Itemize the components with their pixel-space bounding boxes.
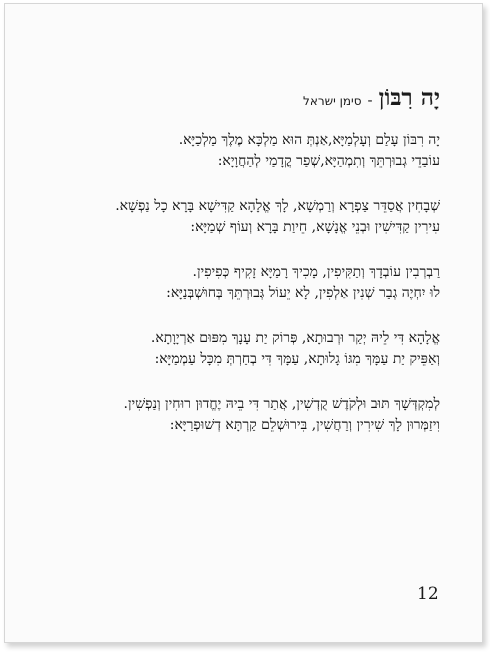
verse-line: וְאַפֵּיק יַת עַמָּךְ מִגּוֹ גָלוּתָא, עַמָּךְ דִּי בְחַרְתְּ מִכָּל עַמְמַיָּא: — [154, 351, 440, 367]
stanza-5 — [33, 394, 440, 436]
page-number: 12 — [417, 584, 439, 604]
verse-line: שְׁבָחִין אֲסַדֵּר צַפְרָא וְרַמְשָׁא, לָךְ אֱלָהָא קַדִּישָׁא בָּרָא כָל נַפְשָׁא. — [115, 198, 440, 214]
verse-line: יָה רִבּוֹן עָלַם וְעָלְמַיָּא,אַנְתְּ הוּא מַלְכָּא מֶלֶךְ מַלְכַיָּא. — [178, 132, 440, 148]
stanza-4 — [33, 328, 440, 370]
verse-line: עוֹבַדֵי גְבוּרְתֵּךְ וְתִמְהַיָּא,שְׁפַר קֳדָמַי לְהַחֲוָיָא: — [217, 153, 440, 169]
title-row — [303, 84, 440, 111]
verse-line: אֱלָהָא דִּי לֵיהּ יְקַר וּרְבוּתָא, פְּרוֹק יַת עָנָךְ מִפּוּם אַרְיָוָתָא. — [150, 330, 440, 346]
verse-line: וִיזַמְּרוּן לָךְ שִׁירִין וְרַחֲשִׁין, בִּירוּשְׁלֵם קַרְתָּא דְשׁוּפְרַיָּא: — [169, 417, 440, 433]
poem-body — [33, 130, 440, 460]
verse-line: לוּ יִחְיֶה גְבַר שְׁנִין אַלְפִין, לָא יֵעוֹל גְּבוּרְתֵּךְ בְּחוּשְׁבְּנַיָּא: — [166, 285, 440, 301]
title-separator: - — [367, 91, 373, 109]
stanza-3 — [33, 262, 440, 304]
song-title: יָה רִבּוֹן — [378, 84, 440, 111]
verse-line: רַבְרְבִין עוֹבְדָךְ וְתַקִּיפִין, מָכִיךְ רָמַיָּא זָקִיף כְּפִיפִין. — [192, 264, 440, 280]
verse-line: עִירִין קַדִּישִׁין וּבְנֵי אֱנָשָׁא, חֵיוַת בָּרָא וְעוֹף שְׁמַיָּא: — [190, 219, 440, 235]
song-subtitle: סימן ישראל — [303, 94, 362, 108]
stanza-1 — [33, 130, 440, 172]
stanza-2 — [33, 196, 440, 238]
verse-line: לְמִקְדְּשָׁךְ תּוּב וּלְקֹדֶשׁ קֻדְשִׁין, אֲתַר דִּי בֵיהּ יֶחֱדוּן רוּחִין וְנַפְשִׁין. — [123, 396, 440, 412]
document-page — [4, 3, 483, 643]
